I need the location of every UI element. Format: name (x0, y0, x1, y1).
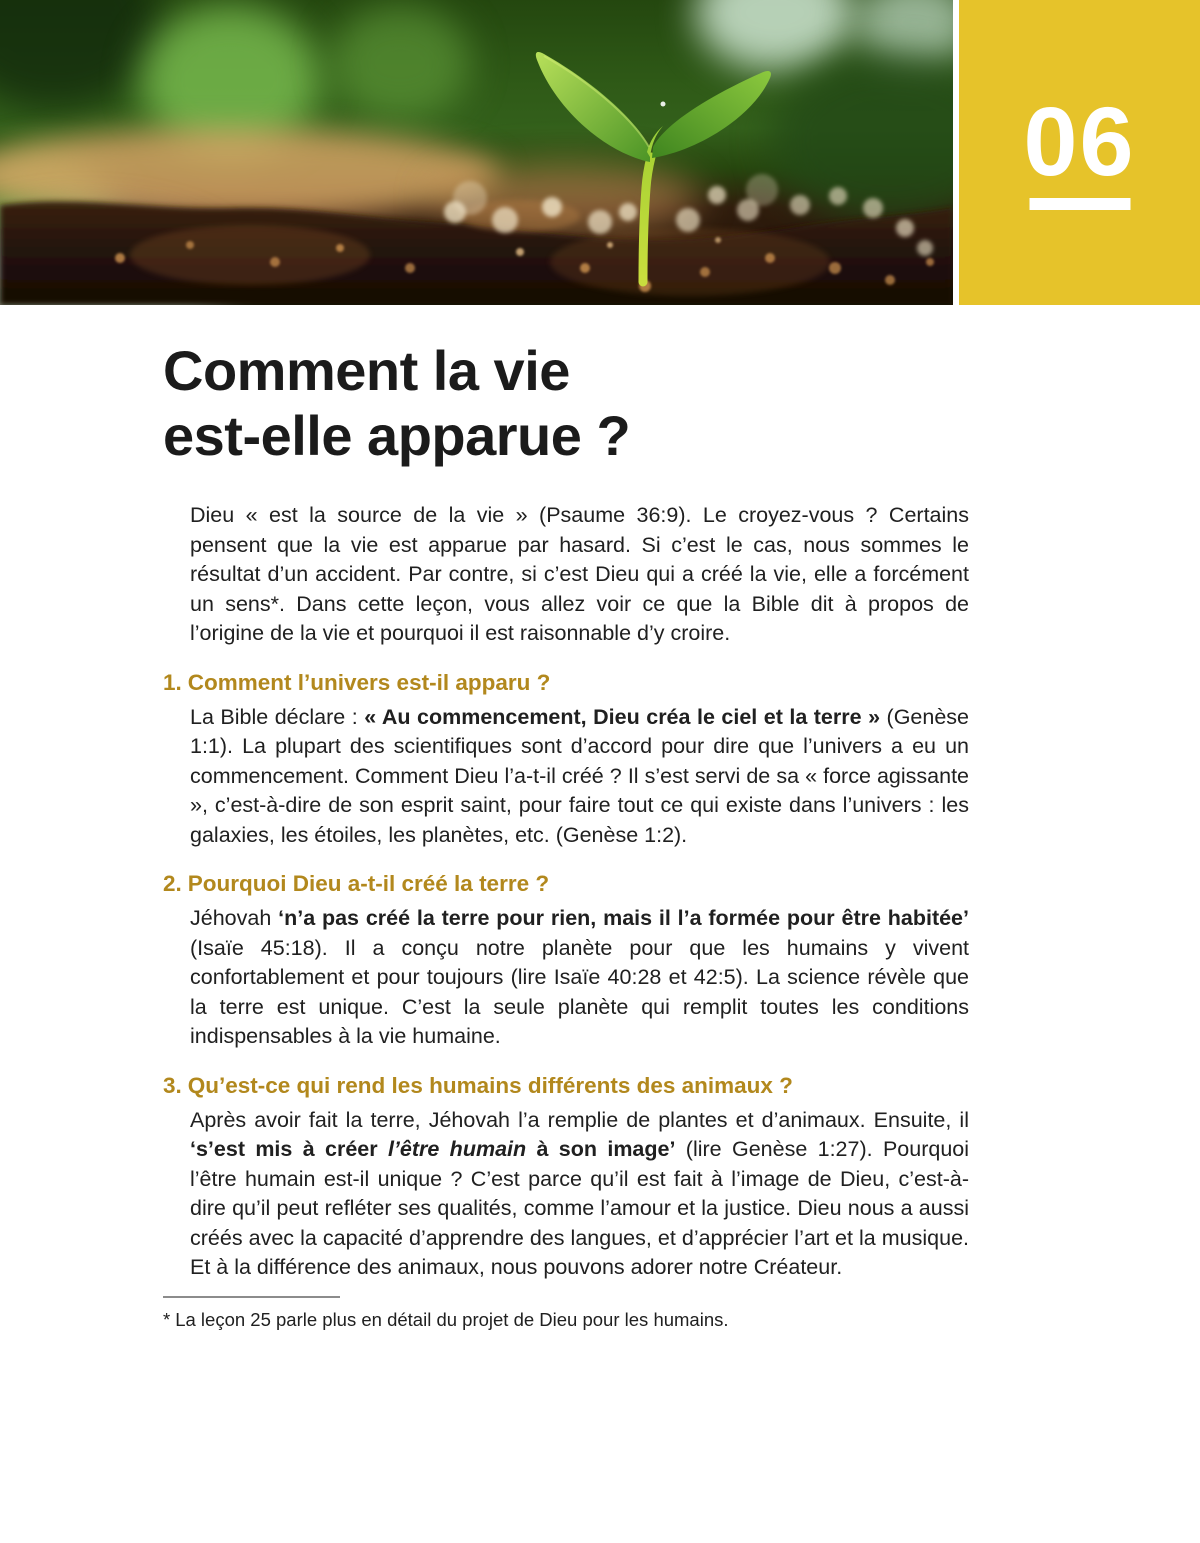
left-leaf (536, 52, 650, 162)
footnote-marker: * (163, 1308, 171, 1330)
lesson-content (163, 501, 969, 1332)
lesson-number-underline (1029, 198, 1130, 210)
lesson-number: 06 (1023, 87, 1136, 196)
right-leaf (652, 71, 771, 158)
footnote-divider (163, 1296, 340, 1298)
section-1-number: 1. (163, 669, 182, 695)
section-3-paragraph: Après avoir fait la terre, Jéhovah l’a remplie de plantes et d’animaux. Ensuite, il ‘s’est mis à créer l’être humain à son image’ (lire Genèse 1:27). Pourquoi l’être humain est-il unique ? C’est parce qu’il est fait à l’image de Dieu, c’est-à-dire qu’il peut refléter ses qualités, comme l’amour et la justice. Dieu nous a aussi créés avec la capacité d’apprendre des langues, et d’apprécier l’art et la musique. Et à la différence des animaux, nous pouvons adorer notre Créateur. (190, 1107, 970, 1279)
lesson-number-badge (959, 0, 1200, 305)
seedling-illustration (0, 0, 953, 305)
section-2-heading (163, 869, 969, 898)
intro-paragraph: Dieu « est la source de la vie » (Psaume 36:9). Le croyez-vous ? Certains pensent que la vie est apparue par hasard. Si c’est le cas, nous sommes le résultat d’un accident. Par contre, si c’est Dieu qui a créé la vie, elle a forcément un sens*. Dans cette leçon, vous allez voir ce que la Bible dit à propos de l’origine de la vie et pourquoi il est raisonnable d’y croire. (190, 503, 969, 645)
section-1-heading-text: Comment l’univers est-il apparu ? (187, 669, 551, 695)
seedling-photo (0, 0, 953, 305)
section-3-heading (163, 1071, 969, 1100)
section-2-paragraph: Jéhovah ‘n’a pas créé la terre pour rien, mais il l’a formée pour être habitée’ (Isaïe 45:18). Il a conçu notre planète pour que les humains y vivent confortablement et pour toujours (lire Isaïe 40:28 et 42:5). La science révèle que la terre est unique. C’est la seule planète qui remplit toutes les conditions indispensables à la vie humaine. (190, 906, 969, 1048)
footnote-body: La leçon 25 parle plus en détail du projet de Dieu pour les humains. (175, 1308, 729, 1330)
section-1-heading (163, 668, 969, 697)
section-3-number: 3. (163, 1072, 182, 1098)
section-1-paragraph: La Bible déclare : « Au commencement, Dieu créa le ciel et la terre » (Genèse 1:1). La plupart des scientifiques sont d’accord pour dire que l’univers a eu un commencement. Comment Dieu l’a-t-il créé ? Il s’est servi de sa « force agissante », c’est-à-dire de son esprit saint, pour faire tout ce qui existe dans l’univers : les galaxies, les étoiles, les planètes, etc. (Genèse 1:2). (190, 704, 970, 847)
page-title-line-2: est-elle apparue ? (163, 404, 631, 467)
section-2-number: 2. (163, 871, 182, 896)
section-3-heading-text: Qu’est-ce qui rend les humains différents des animaux ? (187, 1072, 793, 1098)
footnote-text (163, 1307, 969, 1332)
page-title-line-1: Comment la vie (163, 339, 570, 402)
page-title (163, 338, 630, 468)
light-glint (661, 102, 666, 107)
soil (0, 200, 953, 305)
section-2-heading-text: Pourquoi Dieu a-t-il créé la terre ? (187, 871, 550, 896)
footnote (163, 1296, 969, 1332)
